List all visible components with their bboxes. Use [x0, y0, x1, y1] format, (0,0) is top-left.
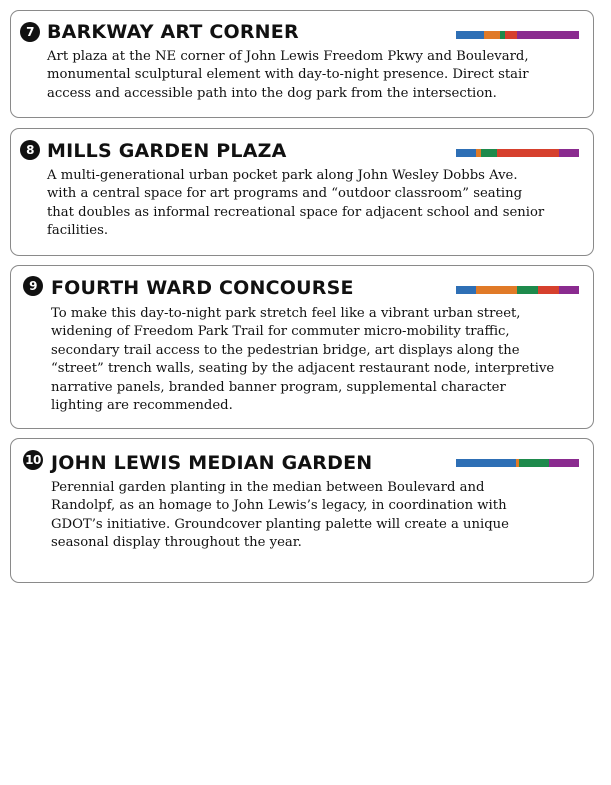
site-card-8	[10, 128, 594, 256]
description-line: Art plaza at the NE corner of John Lewis Freedom Pkwy and Boulevard,	[47, 49, 529, 64]
description-line: GDOT’s initiative. Groundcover planting palette will create a unique	[51, 516, 509, 532]
card-description	[51, 479, 509, 553]
color-bar-segment	[538, 286, 559, 294]
site-card-10	[10, 438, 594, 583]
card-description	[51, 305, 554, 415]
number-badge: 8	[20, 140, 40, 160]
color-bar	[456, 459, 579, 467]
color-bar-segment	[549, 459, 579, 467]
color-bar-segment	[517, 286, 538, 294]
description-line: that doubles as informal recreational space for adjacent school and senior	[47, 204, 545, 220]
color-bar-segment	[559, 286, 579, 294]
number-badge: 7	[20, 22, 40, 42]
description-line: Perennial garden planting in the median between Boulevard and	[51, 480, 485, 495]
description-line: seasonal display throughout the year.	[51, 535, 302, 551]
description-line: narrative panels, branded banner program, supplemental character	[51, 379, 506, 395]
description-line: access and accessible path into the dog park from the intersection.	[47, 85, 497, 101]
color-bar-segment	[456, 286, 476, 294]
color-bar-segment	[476, 286, 518, 294]
description-line: monumental sculptural element with day-to-night presence. Direct stair	[47, 67, 529, 83]
description-line: A multi-generational urban pocket park along John Wesley Dobbs Ave.	[47, 168, 518, 183]
description-line: lighting are recommended.	[51, 398, 233, 414]
color-bar-segment	[481, 149, 497, 157]
description-line: “street” trench walls, seating by the adjacent restaurant node, interpretive	[51, 361, 555, 377]
color-bar-segment	[517, 31, 579, 39]
description-line: widening of Freedom Park Trail for commuter micro-mobility traffic,	[51, 324, 510, 340]
color-bar	[456, 286, 579, 294]
color-bar-segment	[497, 149, 560, 157]
color-bar-segment	[505, 31, 517, 39]
color-bar-segment	[456, 459, 516, 467]
card-title: BARKWAY ART CORNER	[47, 21, 299, 43]
color-bar-segment	[519, 459, 550, 467]
color-bar-segment	[559, 149, 579, 157]
card-description	[47, 167, 544, 241]
card-title: FOURTH WARD CONCOURSE	[51, 277, 354, 299]
color-bar	[456, 149, 579, 157]
color-bar-segment	[456, 149, 476, 157]
site-card-7	[10, 10, 594, 118]
description-line: To make this day-to-night park stretch feel like a vibrant urban street,	[51, 306, 521, 321]
card-title: JOHN LEWIS MEDIAN GARDEN	[51, 452, 373, 474]
color-bar-segment	[456, 31, 484, 39]
color-bar	[456, 31, 579, 39]
card-description	[47, 48, 529, 103]
description-line: facilities.	[47, 223, 109, 239]
card-title: MILLS GARDEN PLAZA	[47, 140, 287, 162]
description-line: secondary trail access to the pedestrian bridge, art displays along the	[51, 342, 520, 358]
number-badge: 10	[23, 450, 43, 470]
description-line: with a central space for art programs and “outdoor classroom” seating	[47, 186, 523, 202]
description-line: Randolpf, as an homage to John Lewis’s legacy, in coordination with	[51, 498, 507, 514]
color-bar-segment	[484, 31, 500, 39]
site-card-9	[10, 265, 594, 429]
number-badge: 9	[23, 276, 43, 296]
